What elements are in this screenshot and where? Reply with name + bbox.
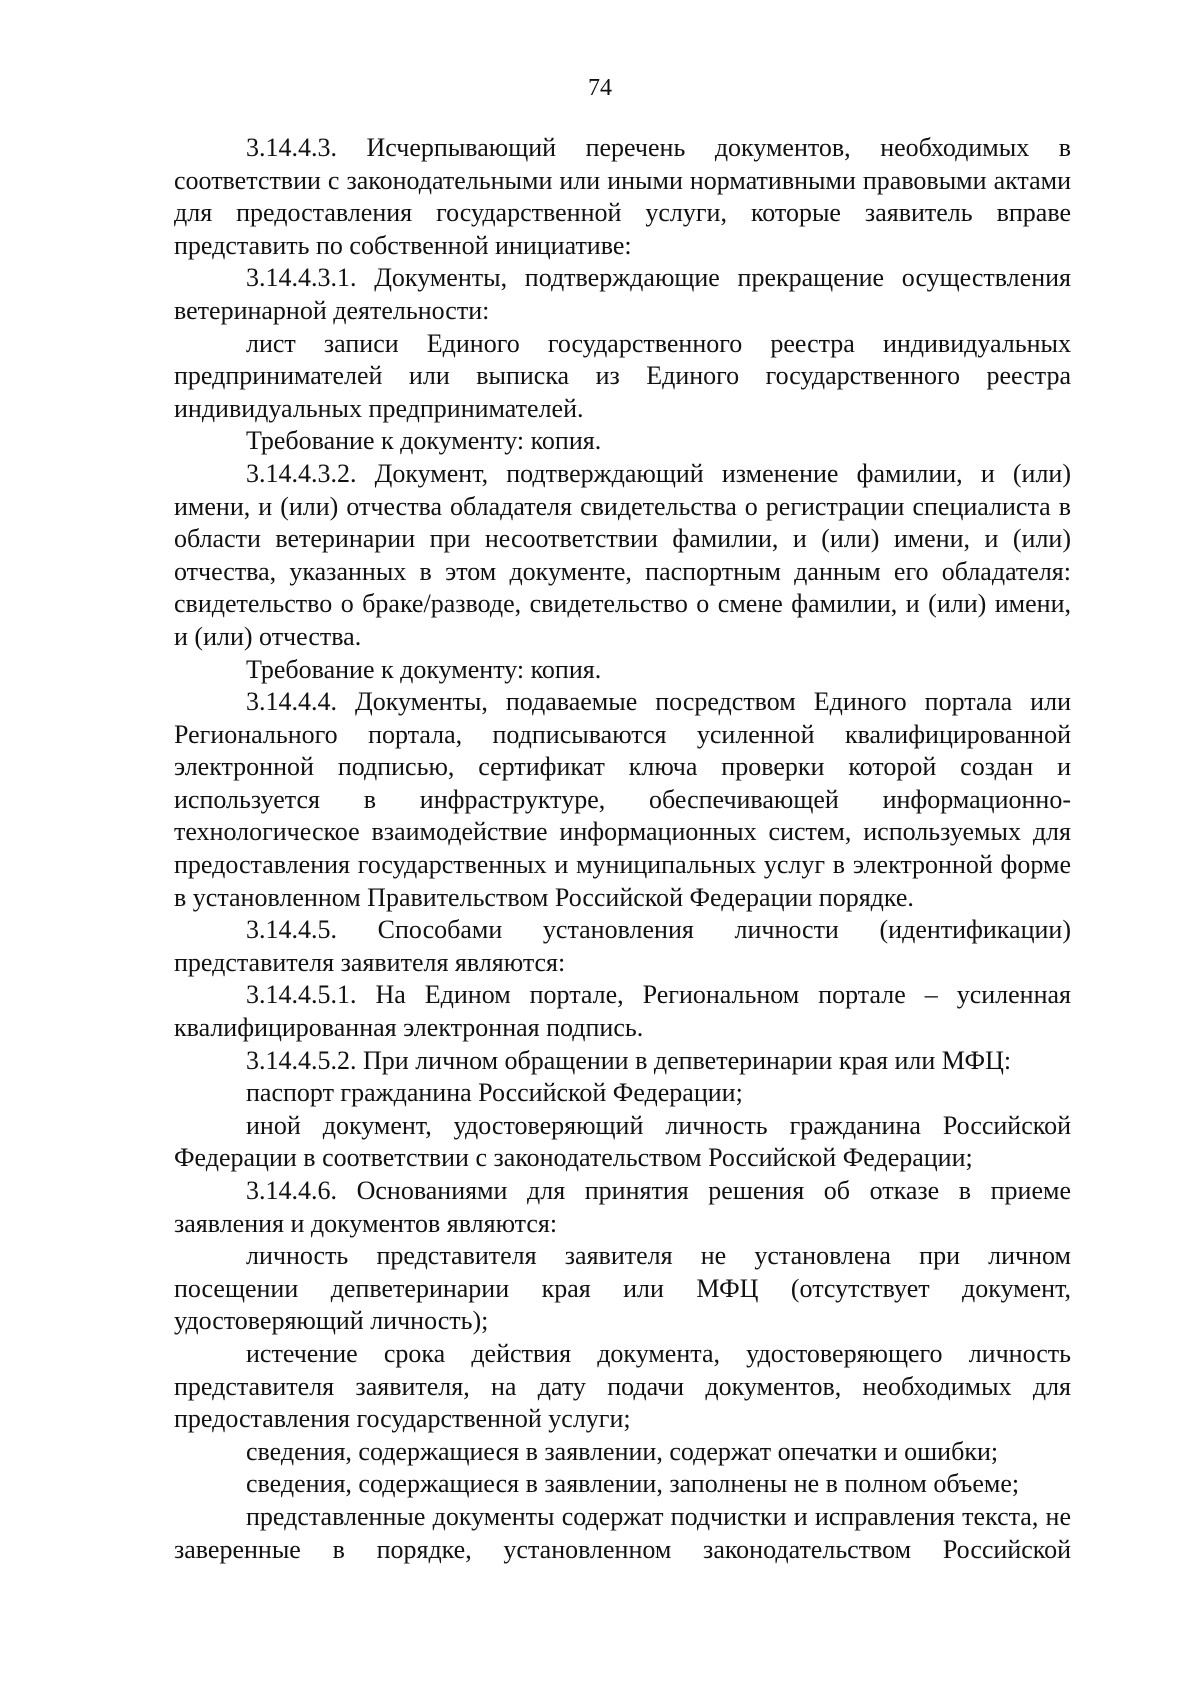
paragraph-requirement-copy: Требование к документу: копия. xyxy=(246,426,602,456)
paragraph-requirement-copy: Требование к документу: копия. xyxy=(246,654,602,684)
paragraph-erasures-corrections: представленные документы содержат подчистки и исправления текста, не заверенные в порядке, установленном законодательством Российской xyxy=(174,1501,1071,1564)
paragraph-3-14-4-3: 3.14.4.3. Исчерпывающий перечень документов, необходимых в соответствии с законодательными или иными нормативными правовыми актами для предоставления государственной услуги, которые заявитель вправе представить по собственной инициативе: xyxy=(174,133,1071,260)
paragraph-incomplete-application: сведения, содержащиеся в заявлении, заполнены не в полном объеме; xyxy=(246,1469,1020,1499)
paragraph-3-14-4-5-2: 3.14.4.5.2. При личном обращении в депветеринарии края или МФЦ: xyxy=(246,1045,1012,1075)
paragraph-3-14-4-6: 3.14.4.6. Основаниями для принятия решения об отказе в приеме заявления и документов являются: xyxy=(174,1176,1071,1238)
paragraph-3-14-4-3-2: 3.14.4.3.2. Документ, подтверждающий изменение фамилии, и (или) имени, и (или) отчества обладателя свидетельства о регистрации специалиста в области ветеринарии при несоответствии фамилии, и (или) имени, и (или) отчества, указанных в этом документе, паспортным данным его обладателя: свидетельство о браке/разводе, свидетельство о смене фамилии, и (или) имени, и (или) отчества. xyxy=(174,458,1071,651)
paragraph-egrip-record: лист записи Единого государственного реестра индивидуальных предпринимателей или выписка из Единого государственного реестра индивидуальных предпринимателей. xyxy=(174,328,1071,423)
paragraph-typos-errors: сведения, содержащиеся в заявлении, содержат опечатки и ошибки; xyxy=(246,1436,999,1466)
paragraph-3-14-4-3-1: 3.14.4.3.1. Документы, подтверждающие прекращение осуществления ветеринарной деятельности: xyxy=(174,263,1071,325)
document-body xyxy=(174,132,1071,1566)
paragraph-identity-not-established: личность представителя заявителя не установлена при личном посещении депветеринарии края или МФЦ (отсутствует документ, удостоверяющий личность); xyxy=(174,1241,1071,1336)
paragraph-3-14-4-5-1: 3.14.4.5.1. На Едином портале, Региональном портале – усиленная квалифицированная электронная подпись. xyxy=(174,980,1071,1043)
paragraph-3-14-4-5: 3.14.4.5. Способами установления личности (идентификации) представителя заявителя являются: xyxy=(174,915,1071,977)
paragraph-passport: паспорт гражданина Российской Федерации; xyxy=(246,1078,743,1108)
paragraph-other-id-document: иной документ, удостоверяющий личность гражданина Российской Федерации в соответствии с законодательством Российской Федерации; xyxy=(174,1110,1071,1173)
paragraph-id-expired: истечение срока действия документа, удостоверяющего личность представителя заявителя, на дату подачи документов, необходимых для предоставления государственной услуги; xyxy=(174,1338,1071,1434)
paragraph-3-14-4-4: 3.14.4.4. Документы, подаваемые посредством Единого портала или Регионального портала, подписываются усиленной квалифицированной электронной подписью, сертификат ключа проверки которой создан и используется в инфраструктуре, обеспечивающей информационно-технологическое взаимодействие информационных систем, используемых для предоставления государственных и муниципальных услуг в электронной форме в установленном Правительством Российской Федерации порядке. xyxy=(174,687,1071,912)
page-number: 74 xyxy=(588,75,612,101)
